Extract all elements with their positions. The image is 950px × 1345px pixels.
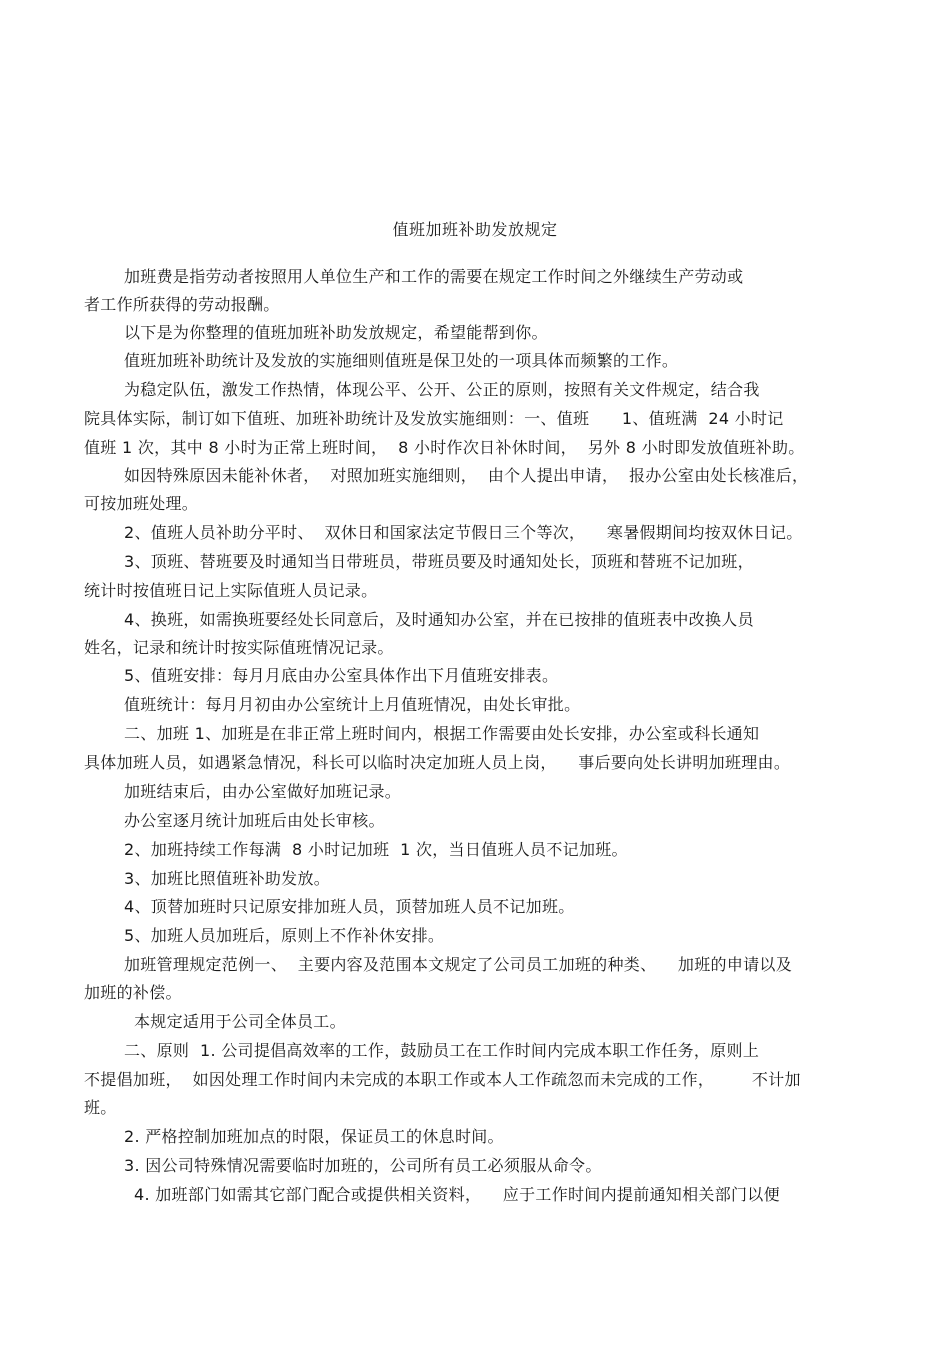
- text-line: 二、加班 1、加班是在非正常上班时间内，根据工作需要由处长安排，办公室或科长通知: [124, 724, 760, 743]
- text-line: 二、原则 1. 公司提倡高效率的工作，鼓励员工在工作时间内完成本职工作任务，原则上: [124, 1041, 760, 1060]
- text-line: 4、换班，如需换班要经处长同意后，及时通知办公室，并在已按排的值班表中改换人员: [124, 610, 754, 629]
- text-line: 姓名，记录和统计时按实际值班情况记录。: [84, 638, 394, 657]
- text-line: 3. 因公司特殊情况需要临时加班的，公司所有员工必须服从命令。: [124, 1156, 602, 1175]
- text-line: 为稳定队伍，激发工作热情，体现公平、公开、公正的原则，按照有关文件规定，结合我: [124, 380, 760, 399]
- text-line: 值班统计：每月月初由办公室统计上月值班情况，由处长审批。: [124, 695, 581, 714]
- text-line: 办公室逐月统计加班后由处长审核。: [124, 811, 385, 830]
- text-line: 院具体实际，制订如下值班、加班补助统计及发放实施细则：一、值班 1、值班满 24 小时记: [84, 409, 784, 428]
- text-line: 4、顶替加班时只记原安排加班人员，顶替加班人员不记加班。: [124, 897, 575, 916]
- text-line: 班。: [84, 1098, 117, 1117]
- text-line: 如因特殊原因未能补休者， 对照加班实施细则， 由个人提出申请， 报办公室由处长核准后，: [124, 466, 809, 485]
- text-line: 值班 1 次，其中 8 小时为正常上班时间， 8 小时作次日补休时间， 另外 8 小时即发放值班补助。: [84, 438, 805, 457]
- text-line: 3、顶班、替班要及时通知当日带班员，带班员要及时通知处长，顶班和替班不记加班，: [124, 552, 754, 571]
- text-line: 加班费是指劳动者按照用人单位生产和工作的需要在规定工作时间之外继续生产劳动或: [124, 267, 744, 286]
- text-line: 加班管理规定范例一、 主要内容及范围本文规定了公司员工加班的种类、 加班的申请以及: [124, 955, 793, 974]
- text-line: 2、值班人员补助分平时、 双休日和国家法定节假日三个等次， 寒暑假期间均按双休日记。: [124, 523, 803, 542]
- text-line: 值班加班补助统计及发放的实施细则值班是保卫处的一项具体而频繁的工作。: [124, 351, 679, 370]
- text-line: 具体加班人员，如遇紧急情况，科长可以临时决定加班人员上岗， 事后要向处长讲明加班理由。: [84, 753, 791, 772]
- text-line: 2. 严格控制加班加点的时限，保证员工的休息时间。: [124, 1127, 504, 1146]
- text-line: 4. 加班部门如需其它部门配合或提供相关资料， 应于工作时间内提前通知相关部门以便: [134, 1185, 780, 1204]
- text-line: 3、加班比照值班补助发放。: [124, 869, 331, 888]
- text-line: 5、值班安排：每月月底由办公室具体作出下月值班安排表。: [124, 666, 559, 685]
- text-line: 本规定适用于公司全体员工。: [134, 1012, 346, 1031]
- text-line: 可按加班处理。: [84, 494, 199, 513]
- text-line: 5、加班人员加班后，原则上不作补休安排。: [124, 926, 445, 945]
- text-line: 不提倡加班， 如因处理工作时间内未完成的本职工作或本人工作疏忽而未完成的工作， 不计加: [84, 1070, 801, 1089]
- text-line: 2、加班持续工作每满 8 小时记加班 1 次，当日值班人员不记加班。: [124, 840, 628, 859]
- text-line: 以下是为你整理的值班加班补助发放规定，希望能帮到你。: [124, 323, 548, 342]
- document-title: 值班加班补助发放规定: [392, 220, 558, 239]
- text-line: 统计时按值班日记上实际值班人员记录。: [84, 581, 378, 600]
- text-line: 者工作所获得的劳动报酬。: [84, 295, 280, 314]
- text-line: 加班的补偿。: [84, 983, 182, 1002]
- text-line: 加班结束后，由办公室做好加班记录。: [124, 782, 402, 801]
